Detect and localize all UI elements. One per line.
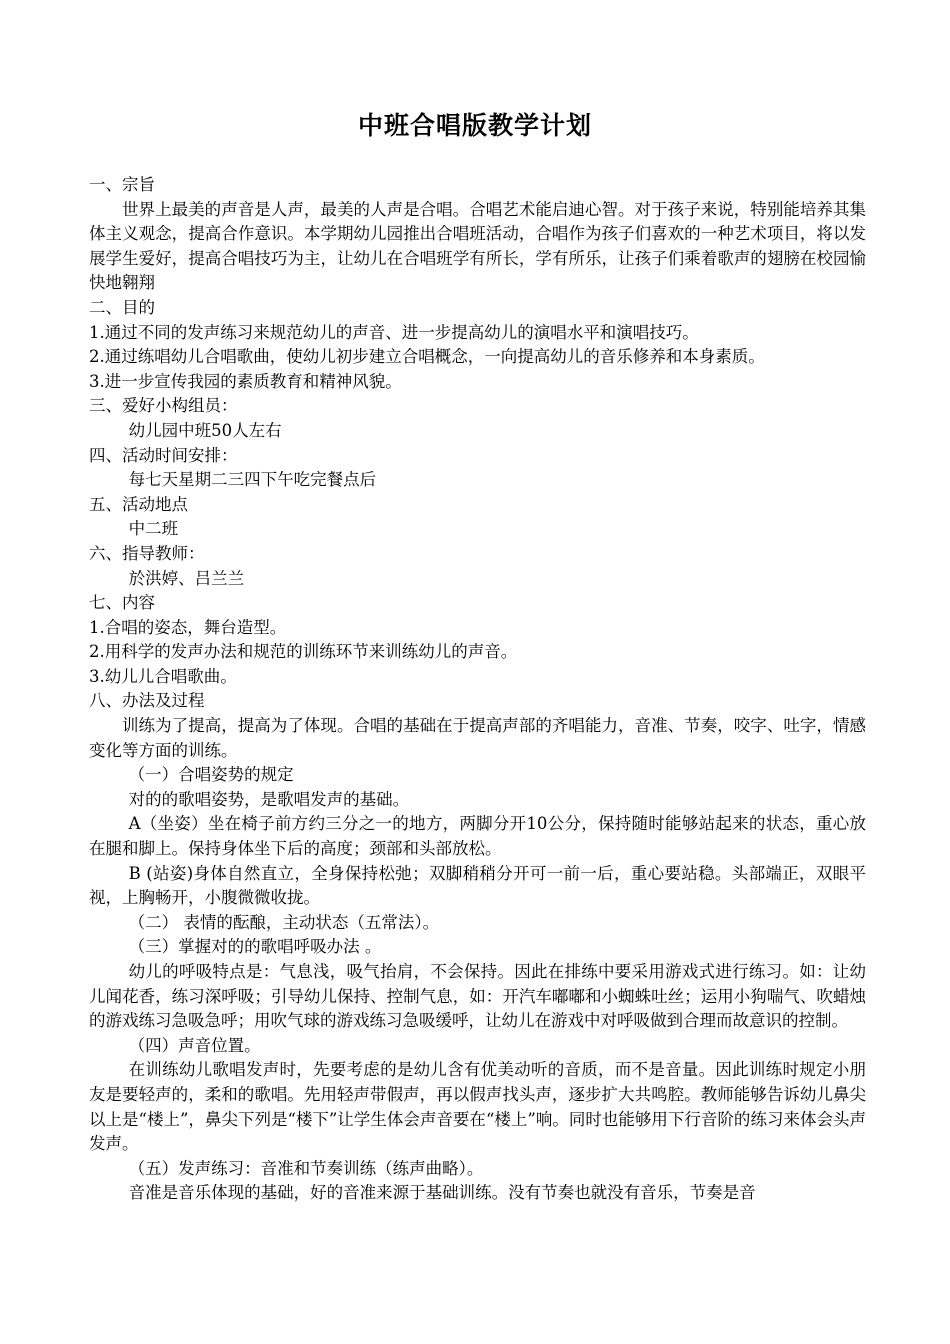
body-paragraph: B (站姿)身体自然直立，全身保持松弛；双脚稍稍分开可一前一后，重心要站稳。头部端正，双眼平视，上胸畅开，小腹微微收拢。 bbox=[89, 863, 866, 908]
body-paragraph: 在训练幼儿歌唱发声时，先要考虑的是幼儿含有优美动听的音质，而不是音量。因此训练时规定小朋友是要轻声的，柔和的歌唱。先用轻声带假声，再以假声找头声，逐步扩大共鸣腔。教师能够告诉幼儿鼻尖以上是“楼上”，鼻尖下列是“楼下”让学生体会声音要在“楼上”响。同时也能够用下行音阶的练习来体会头声发声。 bbox=[89, 1060, 866, 1154]
section-detail: 於洪婷、吕兰兰 bbox=[128, 568, 245, 588]
body-paragraph: 音准是音乐体现的基础，好的音准来源于基础训练。没有节奏也就没有音乐，节奏是音 bbox=[128, 1183, 756, 1203]
body-paragraph: 幼儿的呼吸特点是：气息浅，吸气抬肩，不会保持。因此在排练中要采用游戏式进行练习。如：让幼儿闻花香，练习深呼吸；引导幼儿保持、控制气息，如：开汽车嘟嘟和小蜘蛛吐丝；运用小狗喘气、吹蜡烛的游戏练习急吸急呼；用吹气球的游戏练习急吸缓呼，让幼儿在游戏中对呼吸做到合理而故意识的控制。 bbox=[89, 962, 866, 1031]
body-paragraph: （一）合唱姿势的规定 bbox=[128, 765, 294, 785]
list-item: 1.合唱的姿态，舞台造型。 bbox=[89, 617, 287, 637]
document-title: 中班合唱版教学计划 bbox=[357, 111, 592, 140]
list-item: 3.进一步宣传我园的素质教育和精神风貌。 bbox=[89, 371, 402, 391]
body-paragraph: （五）发声练习：音准和节奏训练（练声曲略）。 bbox=[128, 1158, 484, 1178]
body-paragraph: （四）声音位置。 bbox=[128, 1035, 261, 1055]
section-detail: 每七天星期二三四下午吃完餐点后 bbox=[128, 470, 377, 490]
section-heading: 二、目的 bbox=[89, 297, 155, 317]
body-paragraph: A（坐姿）坐在椅子前方约三分之一的地方，两脚分开10公分，保持随时能够站起来的状态，重心放在腿和脚上。保持身体坐下后的高度；颈部和头部放松。 bbox=[89, 814, 866, 859]
list-item: 2.通过练唱幼儿合唱歌曲，使幼儿初步建立合唱概念，一向提高幼儿的音乐修养和本身素质。 bbox=[89, 347, 765, 367]
section-heading: 八、办法及过程 bbox=[89, 691, 205, 711]
section-heading: 七、内容 bbox=[89, 593, 155, 613]
list-item: 2.用科学的发声办法和规范的训练环节来训练幼儿的声音。 bbox=[89, 642, 518, 662]
document-body bbox=[89, 173, 866, 1206]
body-paragraph: （二） 表情的酝酿，主动状态（五常法）。 bbox=[128, 912, 440, 932]
section-detail: 幼儿园中班50人左右 bbox=[128, 420, 282, 440]
section-heading: 四、活动时间安排： bbox=[89, 445, 238, 465]
list-item: 1.通过不同的发声练习来规范幼儿的声音、进一步提高幼儿的演唱水平和演唱技巧。 bbox=[89, 322, 699, 342]
body-paragraph: 训练为了提高，提高为了体现。合唱的基础在于提高声部的齐唱能力，音准、节奏，咬字、吐字，情感变化等方面的训练。 bbox=[89, 716, 866, 760]
section-heading: 六、指导教师： bbox=[89, 543, 205, 563]
section-heading: 五、活动地点 bbox=[89, 494, 188, 514]
section-heading: 一、宗旨 bbox=[89, 175, 155, 194]
body-paragraph: 对的的歌唱姿势，是歌唱发声的基础。 bbox=[128, 789, 410, 809]
section-heading: 三、爱好小构组员： bbox=[89, 396, 238, 416]
section-detail: 中二班 bbox=[128, 519, 179, 539]
body-paragraph: （三）掌握对的的歌唱呼吸办法 。 bbox=[128, 937, 382, 957]
list-item: 3.幼儿儿合唱歌曲。 bbox=[89, 666, 237, 686]
body-paragraph: 世界上最美的声音是人声，最美的人声是合唱。合唱艺术能启迪心智。对于孩子来说，特别能培养其集体主义观念，提高合作意识。本学期幼儿园推出合唱班活动，合唱作为孩子们喜欢的一种艺术项目，将以发展学生爱好，提高合唱技巧为主，让幼儿在合唱班学有所长，学有所乐，让孩子们乘着歌声的翅膀在校园愉快地翱翔 bbox=[89, 199, 866, 293]
